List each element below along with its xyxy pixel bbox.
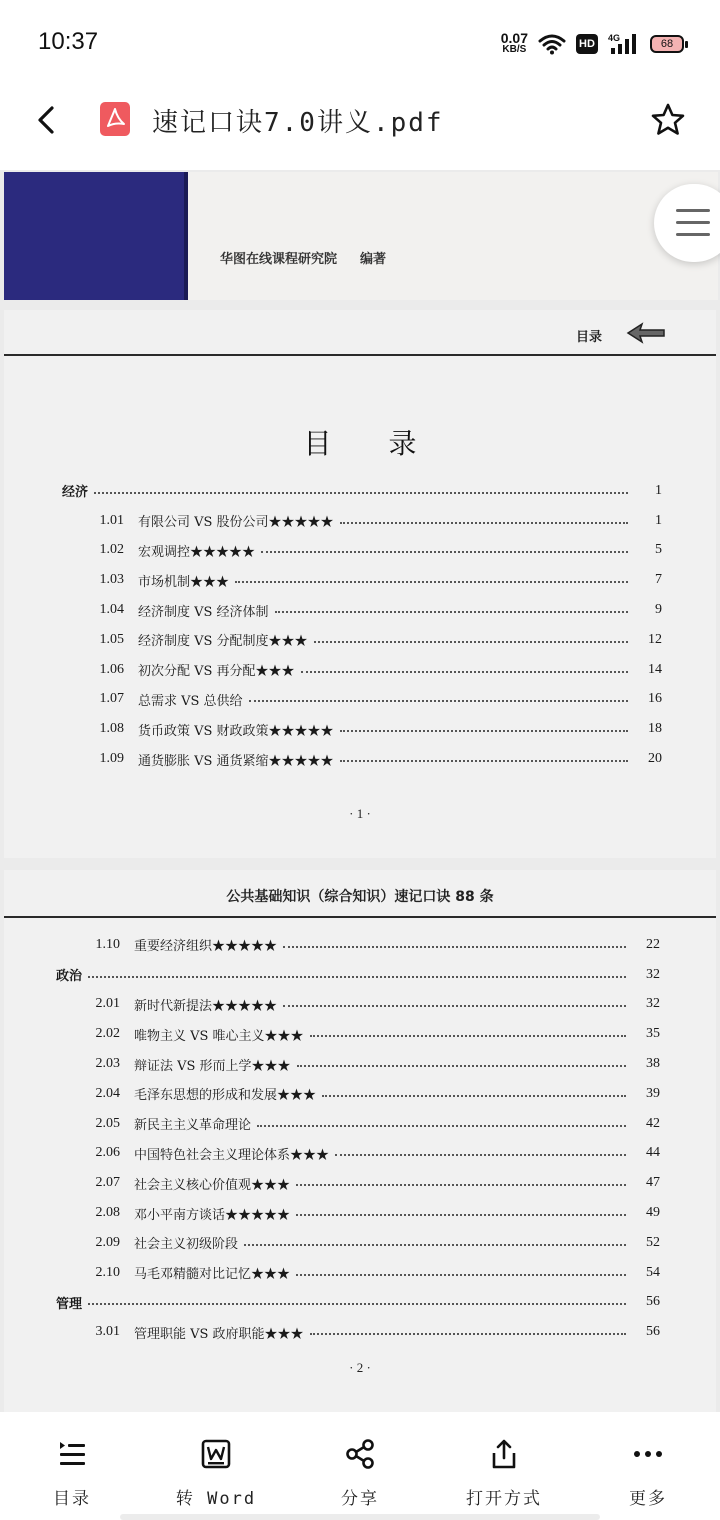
toc-page-number: 56 <box>646 1294 660 1310</box>
toc-leader-dots <box>340 730 628 732</box>
toc-page-number: 20 <box>648 751 662 767</box>
status-bar <box>0 0 720 84</box>
toc-entry-row[interactable] <box>4 714 716 744</box>
toc-entry-row[interactable] <box>4 1258 716 1288</box>
toc-entry-title: 总需求 VS 总供给 <box>138 693 243 709</box>
pdf-page-cover <box>4 172 718 300</box>
toc-entry-row[interactable] <box>4 1317 716 1347</box>
cover-editor-label: 编著 <box>360 252 387 267</box>
battery-icon <box>650 35 684 53</box>
toc-leader-dots <box>296 1214 626 1216</box>
toolbar-button-to-word[interactable] <box>144 1412 288 1520</box>
toc-leader-dots <box>283 1005 626 1007</box>
toc-list <box>4 476 716 774</box>
toc-page-number: 39 <box>646 1085 660 1101</box>
toolbar-label: 分享 <box>341 1489 379 1509</box>
toc-page-number: 47 <box>646 1175 660 1191</box>
toc-list <box>4 930 716 1347</box>
toc-entry-title: 毛泽东思想的形成和发展★★★ <box>134 1088 317 1104</box>
toc-leader-dots <box>340 522 628 524</box>
toc-entry-title: 重要经济组织★★★★★ <box>134 939 278 955</box>
toc-entry-row[interactable] <box>4 595 716 625</box>
toc-entry-title: 辩证法 VS 形而上学★★★ <box>134 1058 291 1074</box>
toc-leader-dots <box>283 946 626 948</box>
bottom-toolbar <box>0 1412 720 1520</box>
running-head: 公共基础知识（综合知识）速记口诀 88 条 <box>226 889 494 905</box>
toc-section-row[interactable] <box>4 476 716 506</box>
toc-entry-number: 1.07 <box>99 691 124 707</box>
toc-entry-number: 2.01 <box>95 996 120 1012</box>
toc-page-number: 35 <box>646 1026 660 1042</box>
toc-section-title: 经济 <box>62 485 89 501</box>
toc-leader-dots <box>310 1035 626 1037</box>
toc-leader-dots <box>340 760 628 762</box>
toc-page-number: 12 <box>648 631 662 647</box>
toolbar-label: 打开方式 <box>466 1489 542 1509</box>
toolbar-button-open-with[interactable] <box>432 1412 576 1520</box>
toc-entry-row[interactable] <box>4 1019 716 1049</box>
toc-leader-dots <box>261 551 628 553</box>
toolbar-button-share[interactable] <box>288 1412 432 1520</box>
cover-color-block <box>4 172 184 300</box>
toolbar-label: 目录 <box>53 1489 91 1509</box>
status-time: 10:37 <box>38 28 99 55</box>
toc-leader-dots <box>296 1274 626 1276</box>
toc-entry-number: 2.10 <box>95 1264 120 1280</box>
toc-entry-title: 市场机制★★★ <box>138 574 230 590</box>
toc-entry-number: 2.07 <box>95 1175 120 1191</box>
toc-entry-number: 2.03 <box>95 1056 120 1072</box>
toc-page-number: 38 <box>646 1056 660 1072</box>
cover-edge <box>184 172 188 300</box>
cover-publisher: 华图在线课程研究院 <box>220 252 338 267</box>
toc-page-number: 18 <box>648 721 662 737</box>
toc-entry-row[interactable] <box>4 1079 716 1109</box>
signal-label: 4G <box>608 33 621 43</box>
toc-entry-title: 经济制度 VS 经济体制 <box>138 604 269 620</box>
toc-entry-row[interactable] <box>4 1228 716 1258</box>
hamburger-icon <box>676 209 710 212</box>
pdf-file-icon <box>100 102 130 136</box>
pdf-page-toc-2 <box>4 870 716 1412</box>
page-number: · 2 · <box>349 1360 371 1375</box>
toc-entry-row[interactable] <box>4 990 716 1020</box>
toc-entry-row[interactable] <box>4 506 716 536</box>
toc-entry-title: 新时代新提法★★★★★ <box>134 998 278 1014</box>
toc-leader-dots <box>335 1154 626 1156</box>
toc-entry-number: 1.08 <box>99 721 124 737</box>
network-speed-unit: KB/S <box>502 44 527 55</box>
hamburger-icon-bar <box>676 221 710 224</box>
toolbar-button-toc[interactable] <box>0 1412 144 1520</box>
hd-voice-badge: HD <box>576 34 598 54</box>
document-viewer[interactable] <box>0 170 720 1412</box>
toolbar-label: 更多 <box>629 1489 667 1509</box>
word-convert-icon <box>200 1438 232 1470</box>
toc-list-icon <box>56 1438 88 1470</box>
toc-entry-number: 1.06 <box>99 661 124 677</box>
battery-level: 68 <box>660 38 674 50</box>
toc-entry-title: 通货膨胀 VS 通货紧缩★★★★★ <box>138 753 334 769</box>
toc-entry-title: 货币政策 VS 财政政策★★★★★ <box>138 723 334 739</box>
share-icon <box>344 1438 376 1470</box>
toc-leader-dots <box>244 1244 626 1246</box>
toc-entry-number: 2.02 <box>95 1026 120 1042</box>
toc-page-number: 32 <box>646 996 660 1012</box>
toc-leader-dots <box>249 700 628 702</box>
back-arrow-icon[interactable] <box>28 100 68 140</box>
toc-entry-row[interactable] <box>4 625 716 655</box>
toc-leader-dots <box>310 1333 626 1335</box>
toc-page-number: 9 <box>655 602 662 618</box>
toc-entry-title: 有限公司 VS 股份公司★★★★★ <box>138 515 334 531</box>
toc-page-number: 14 <box>648 661 662 677</box>
toc-leader-dots <box>301 671 628 673</box>
toc-entry-row[interactable] <box>4 930 716 960</box>
toc-leader-dots <box>88 1303 626 1305</box>
home-indicator[interactable] <box>120 1514 600 1520</box>
toc-leader-dots <box>275 611 628 613</box>
toc-entry-number: 1.10 <box>95 936 120 952</box>
toc-entry-title: 中国特色社会主义理论体系★★★ <box>134 1147 330 1163</box>
page-number: · 1 · <box>349 806 371 821</box>
toc-page-number: 1 <box>655 512 662 528</box>
toc-leader-dots <box>314 641 628 643</box>
toc-section-row[interactable] <box>4 1288 716 1318</box>
toc-page-number: 32 <box>646 966 660 982</box>
toc-leader-dots <box>94 492 628 494</box>
toc-entry-number: 2.04 <box>95 1085 120 1101</box>
toc-entry-number: 2.09 <box>95 1234 120 1250</box>
toc-heading: 目 录 <box>303 427 441 460</box>
toc-entry-number: 2.08 <box>95 1205 120 1221</box>
toc-entry-number: 1.04 <box>99 602 124 618</box>
left-arrow-icon <box>626 322 666 344</box>
network-speed-value: 0.07 <box>500 30 528 46</box>
toc-entry-number: 1.01 <box>99 512 124 528</box>
pdf-page-toc-1 <box>4 310 716 858</box>
toc-entry-row[interactable] <box>4 1198 716 1228</box>
network-speed <box>500 30 528 55</box>
toc-entry-row[interactable] <box>4 1139 716 1169</box>
toc-entry-number: 2.05 <box>95 1115 120 1131</box>
toc-page-number: 22 <box>646 936 660 952</box>
toc-entry-row[interactable] <box>4 655 716 685</box>
toc-entry-row[interactable] <box>4 565 716 595</box>
toc-page-number: 56 <box>646 1324 660 1340</box>
toc-entry-row[interactable] <box>4 1168 716 1198</box>
toc-entry-title: 初次分配 VS 再分配★★★ <box>138 664 295 680</box>
toc-entry-title: 管理职能 VS 政府职能★★★ <box>134 1326 304 1342</box>
toc-leader-dots <box>322 1095 626 1097</box>
toc-entry-number: 2.06 <box>95 1145 120 1161</box>
toc-entry-number: 1.03 <box>99 572 124 588</box>
toc-leader-dots <box>296 1184 626 1186</box>
toc-section-row[interactable] <box>4 960 716 990</box>
toc-entry-title: 社会主义初级阶段 <box>134 1237 239 1253</box>
toc-entry-title: 新民主主义革命理论 <box>134 1118 252 1134</box>
toc-entry-row[interactable] <box>4 536 716 566</box>
toc-leader-dots <box>235 581 628 583</box>
toc-page-number: 44 <box>646 1145 660 1161</box>
toc-page-number: 54 <box>646 1264 660 1280</box>
toc-page-number: 52 <box>646 1234 660 1250</box>
toolbar-button-more[interactable] <box>576 1412 720 1520</box>
toc-entry-number: 3.01 <box>95 1324 120 1340</box>
toc-entry-row[interactable] <box>4 1049 716 1079</box>
toc-entry-title: 唯物主义 VS 唯心主义★★★ <box>134 1028 304 1044</box>
header-rule <box>4 916 716 918</box>
star-icon[interactable] <box>648 100 688 140</box>
toc-page-number: 7 <box>655 572 662 588</box>
toc-page-number: 42 <box>646 1115 660 1131</box>
toc-entry-number: 1.05 <box>99 631 124 647</box>
toc-entry-title: 宏观调控★★★★★ <box>138 544 256 560</box>
toc-entry-number: 1.09 <box>99 751 124 767</box>
toc-section-title: 管理 <box>56 1296 83 1312</box>
toc-page-number: 5 <box>655 542 662 558</box>
toc-page-number: 49 <box>646 1205 660 1221</box>
status-icons <box>501 26 684 62</box>
toolbar-label: 转 Word <box>175 1489 257 1509</box>
toc-section-title: 政治 <box>56 969 83 985</box>
running-head: 目录 <box>576 330 603 345</box>
hamburger-icon-bar <box>676 233 710 236</box>
toc-page-number: 1 <box>655 482 662 498</box>
more-dots-icon <box>632 1438 664 1470</box>
title-bar <box>0 84 720 170</box>
toc-entry-title: 邓小平南方谈话★★★★★ <box>134 1207 291 1223</box>
document-title: 速记口诀7.0讲义.pdf <box>152 108 444 138</box>
toc-leader-dots <box>297 1065 626 1067</box>
wifi-icon <box>538 33 566 55</box>
cell-signal-icon <box>608 32 640 56</box>
toc-entry-row[interactable] <box>4 685 716 715</box>
toc-entry-title: 社会主义核心价值观★★★ <box>134 1177 291 1193</box>
toc-entry-number: 1.02 <box>99 542 124 558</box>
header-rule <box>4 354 716 356</box>
toc-leader-dots <box>88 976 626 978</box>
toc-page-number: 16 <box>648 691 662 707</box>
open-with-icon <box>488 1438 520 1470</box>
toc-entry-title: 马毛邓精髓对比记忆★★★ <box>134 1267 291 1283</box>
toc-leader-dots <box>257 1125 626 1127</box>
toc-entry-title: 经济制度 VS 分配制度★★★ <box>138 634 308 650</box>
toc-entry-row[interactable] <box>4 1109 716 1139</box>
toc-entry-row[interactable] <box>4 744 716 774</box>
